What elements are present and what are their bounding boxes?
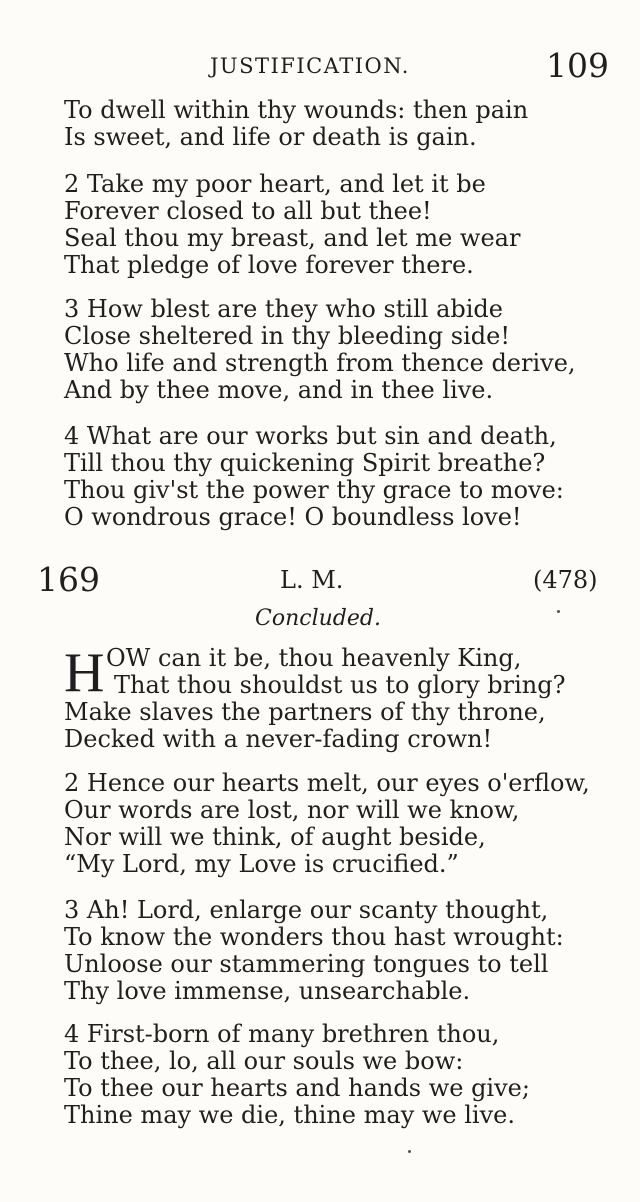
hymn-verse-2	[64, 770, 590, 878]
verse-line: “My Lord, my Love is crucified.”	[64, 850, 459, 878]
running-title: JUSTIFICATION.	[210, 54, 410, 78]
verse-line: 4 What are our works but sin and death,	[64, 422, 557, 450]
hymn-verse-3	[64, 897, 564, 1005]
verse-line: OW can it be, thou heavenly King,	[106, 644, 522, 672]
print-speck	[557, 610, 560, 613]
verse-line: That thou shouldst us to glory bring?	[114, 671, 566, 699]
verse-line: 2 Take my poor heart, and let it be	[64, 170, 486, 198]
dropcap-letter: H	[64, 642, 105, 704]
verse-line: 4 First-born of many brethren thou,	[64, 1020, 500, 1048]
dropcap-lines	[106, 645, 565, 699]
verse-line: Make slaves the partners of thy throne,	[64, 698, 546, 726]
continued-verse-4	[64, 423, 564, 531]
verse-line: Thou giv'st the power thy grace to move:	[64, 476, 564, 504]
verse-line: Nor will we think, of aught beside,	[64, 823, 486, 851]
hymn-number: 169	[37, 560, 100, 599]
verse-line: 3 How blest are they who still abide	[64, 295, 503, 323]
verse-line: Thine may we die, thine may we live.	[64, 1101, 515, 1129]
hymn-verse-4	[64, 1021, 530, 1129]
print-speck	[408, 1150, 411, 1153]
continued-verse-3	[64, 296, 576, 404]
verse-line: To thee our hearts and hands we give;	[64, 1074, 530, 1102]
verse-line: Decked with a never-fading crown!	[64, 725, 493, 753]
verse-line: To thee, lo, all our souls we bow:	[64, 1047, 464, 1075]
verse-line: Forever closed to all but thee!	[64, 197, 432, 225]
verse-line: Who life and strength from thence derive,	[64, 349, 576, 377]
verse-line: Unloose our stammering tongues to tell	[64, 950, 549, 978]
verse-line: Till thou thy quickening Spirit breathe?	[64, 449, 546, 477]
verse-line: Our words are lost, nor will we know,	[64, 796, 520, 824]
verse-line: Thy love immense, unsearchable.	[64, 977, 471, 1005]
verse-line: Is sweet, and life or death is gain.	[64, 123, 477, 151]
hymn-header	[0, 560, 640, 600]
hymn-first-verse	[64, 642, 624, 757]
page-number: 109	[546, 46, 609, 85]
hymn-meter: L. M.	[280, 566, 344, 594]
verse-line: 2 Hence our hearts melt, our eyes o'erflow,	[64, 769, 590, 797]
verse-line: And by thee move, and in thee live.	[64, 376, 494, 404]
running-head	[0, 46, 640, 90]
verse-line: O wondrous grace! O boundless love!	[64, 503, 522, 531]
tune-number: (478)	[533, 566, 598, 594]
continued-verse-1	[64, 97, 528, 151]
verse-line: To dwell within thy wounds: then pain	[64, 96, 529, 124]
verse-line: That pledge of love forever there.	[64, 251, 474, 279]
verse-line: 3 Ah! Lord, enlarge our scanty thought,	[64, 896, 549, 924]
continued-verse-2	[64, 171, 520, 279]
verse-line: Close sheltered in thy bleeding side!	[64, 322, 510, 350]
verse-line: Seal thou my breast, and let me wear	[64, 224, 521, 252]
first-verse-tail	[64, 699, 546, 753]
hymn-subtitle: Concluded.	[255, 606, 381, 631]
verse-line: To know the wonders thou hast wrought:	[64, 923, 564, 951]
